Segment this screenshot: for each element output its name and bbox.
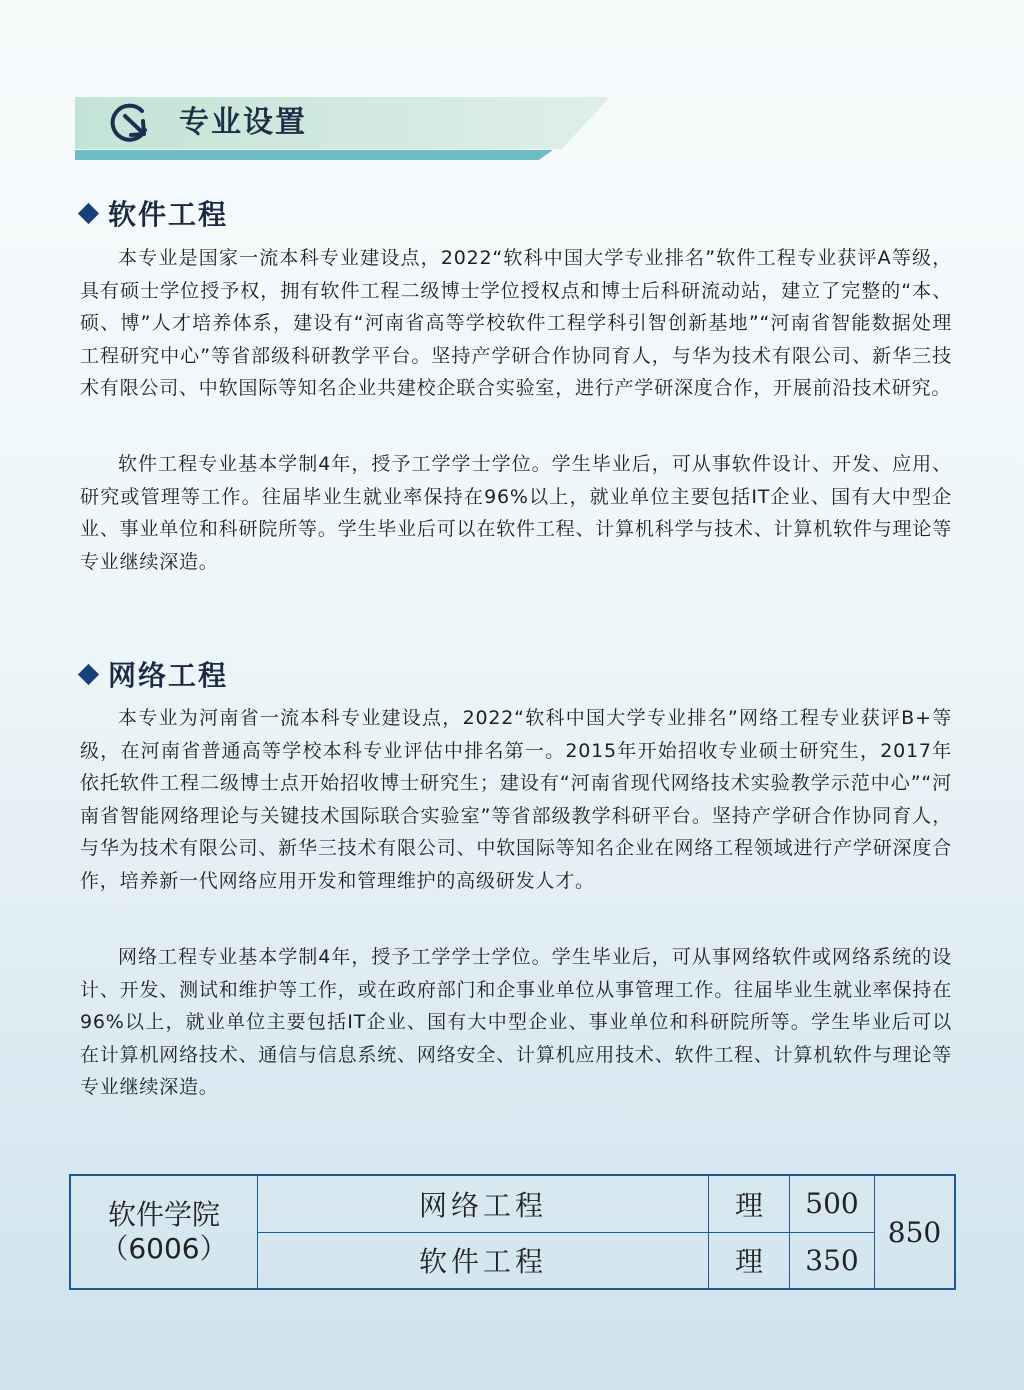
paragraph: 本专业为河南省一流本科专业建设点，2022“软科中国大学专业排名”网络工程专业获评B+等级，在河南省普通高等学校本科专业评估中排名第一。2015年开始招收专业硕士研究生，2017年依托软件工程二级博士点开始招收博士研究生；建设有“河南省现代网络技术实验教学示范中心”“河南省智能网络理论与关键技术国际联合实验室”等省部级教学科研平台。坚持产学研合作协同育人，与华为技术有限公司、新华三技术有限公司、中软国际等知名企业在网络工程领域进行产学研深度合作，培养新一代网络应用开发和管理维护的高级研发人才。 bbox=[80, 707, 952, 892]
major-cell: 网络工程 bbox=[258, 1175, 709, 1232]
section-heading-text: 网络工程 bbox=[108, 659, 229, 692]
banner-title: 专业设置 bbox=[179, 105, 307, 140]
category-cell: 理 bbox=[709, 1232, 790, 1289]
section-banner bbox=[75, 97, 610, 163]
major-cell: 软件工程 bbox=[258, 1232, 709, 1289]
section-heading-software bbox=[75, 193, 228, 233]
diamond-bullet-icon bbox=[78, 663, 99, 684]
section-heading-network bbox=[75, 654, 228, 694]
quota-cell: 500 bbox=[790, 1175, 875, 1232]
category-cell: 理 bbox=[709, 1175, 790, 1232]
diamond-bullet-icon bbox=[78, 202, 99, 223]
circle-arrow-icon bbox=[109, 102, 155, 144]
banner-strip bbox=[75, 150, 553, 160]
college-name: 软件学院 bbox=[107, 1198, 220, 1231]
table-row bbox=[70, 1175, 955, 1232]
paragraph: 本专业是国家一流本科专业建设点，2022“软科中国大学专业排名”软件工程专业获评A等级，具有硕士学位授予权，拥有软件工程二级博士学位授权点和博士后科研流动站，建立了完整的“本、硕、博”人才培养体系，建设有“河南省高等学校软件工程学科引智创新基地”“河南省智能数据处理工程研究中心”等省部级科研教学平台。坚持产学研合作协同育人，与华为技术有限公司、新华三技术有限公司、中软国际等知名企业共建校企联合实验室，进行产学研深度合作，开展前沿技术研究。 bbox=[80, 247, 952, 400]
enrollment-table bbox=[69, 1174, 956, 1290]
college-code: （6006） bbox=[100, 1232, 228, 1265]
section-heading-text: 软件工程 bbox=[108, 198, 229, 231]
college-cell bbox=[70, 1175, 258, 1289]
paragraph: 软件工程专业基本学制4年，授予工学学士学位。学生毕业后，可从事软件设计、开发、应用、研究或管理等工作。往届毕业生就业率保持在96%以上，就业单位主要包括IT企业、国有大中型企业、事业单位和科研院所等。学生毕业后可以在软件工程、计算机科学与技术、计算机软件与理论等专业继续深造。 bbox=[80, 453, 952, 573]
paragraph: 网络工程专业基本学制4年，授予工学学士学位。学生毕业后，可从事网络软件或网络系统的设计、开发、测试和维护等工作，或在政府部门和企事业单位从事管理工作。往届毕业生就业率保持在96%以上，就业单位主要包括IT企业、国有大中型企业、事业单位和科研院所等。学生毕业后可以在计算机网络技术、通信与信息系统、网络安全、计算机应用技术、软件工程、计算机软件与理论等专业继续深造。 bbox=[80, 946, 952, 1099]
total-cell: 850 bbox=[875, 1175, 956, 1289]
quota-cell: 350 bbox=[790, 1232, 875, 1289]
banner-background bbox=[75, 97, 610, 149]
